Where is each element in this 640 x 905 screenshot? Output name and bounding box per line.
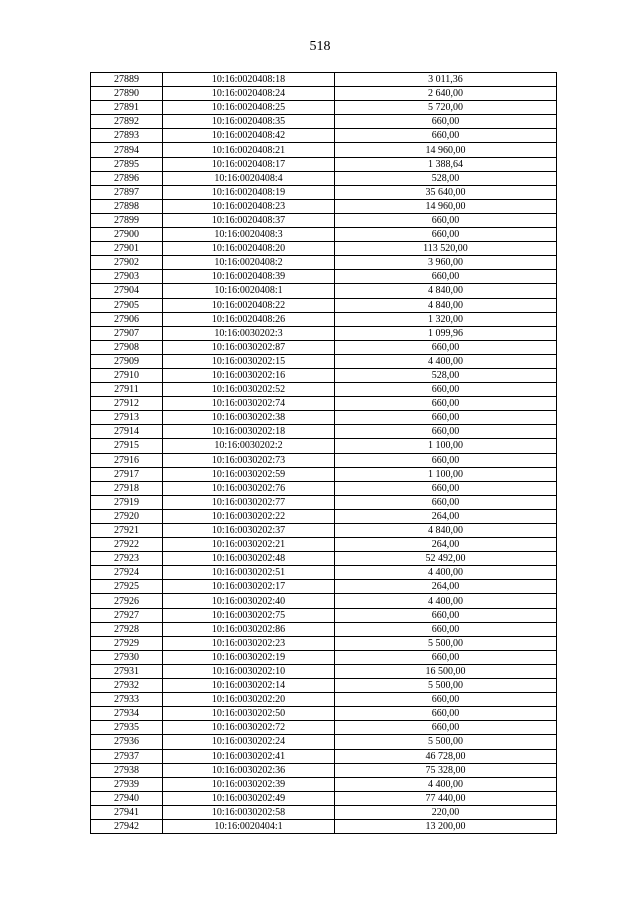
amount-cell: 264,00 [335,538,557,552]
amount-cell: 660,00 [335,383,557,397]
amount-cell: 16 500,00 [335,664,557,678]
cadastral-number-cell: 10:16:0030202:18 [163,425,335,439]
amount-cell: 660,00 [335,495,557,509]
row-number-cell: 27897 [91,185,163,199]
table-row [91,270,557,284]
cadastral-number-cell: 10:16:0030202:24 [163,735,335,749]
cadastral-number-cell: 10:16:0030202:19 [163,650,335,664]
table-row [91,538,557,552]
amount-cell: 1 100,00 [335,467,557,481]
amount-cell: 660,00 [335,270,557,284]
table-row [91,242,557,256]
amount-cell: 660,00 [335,721,557,735]
row-number-cell: 27917 [91,467,163,481]
cadastral-number-cell: 10:16:0020408:20 [163,242,335,256]
amount-cell: 52 492,00 [335,552,557,566]
cadastral-number-cell: 10:16:0030202:48 [163,552,335,566]
cadastral-number-cell: 10:16:0030202:23 [163,636,335,650]
cadastral-number-cell: 10:16:0020408:26 [163,312,335,326]
table-row [91,354,557,368]
amount-cell: 660,00 [335,707,557,721]
table-row [91,749,557,763]
cadastral-number-cell: 10:16:0030202:51 [163,566,335,580]
amount-cell: 660,00 [335,213,557,227]
table-row [91,791,557,805]
row-number-cell: 27937 [91,749,163,763]
table-row [91,101,557,115]
table-row [91,157,557,171]
row-number-cell: 27914 [91,425,163,439]
table-row [91,580,557,594]
row-number-cell: 27933 [91,693,163,707]
cadastral-number-cell: 10:16:0020408:35 [163,115,335,129]
row-number-cell: 27931 [91,664,163,678]
cadastral-number-cell: 10:16:0030202:77 [163,495,335,509]
cadastral-number-cell: 10:16:0020408:18 [163,73,335,87]
cadastral-number-cell: 10:16:0030202:74 [163,397,335,411]
amount-cell: 528,00 [335,368,557,382]
row-number-cell: 27896 [91,171,163,185]
row-number-cell: 27909 [91,354,163,368]
row-number-cell: 27921 [91,524,163,538]
amount-cell: 264,00 [335,580,557,594]
table-row [91,481,557,495]
row-number-cell: 27898 [91,199,163,213]
cadastral-number-cell: 10:16:0020408:23 [163,199,335,213]
row-number-cell: 27889 [91,73,163,87]
amount-cell: 5 500,00 [335,636,557,650]
amount-cell: 660,00 [335,650,557,664]
table-row [91,213,557,227]
table-row [91,439,557,453]
table-row [91,228,557,242]
amount-cell: 75 328,00 [335,763,557,777]
amount-cell: 5 500,00 [335,679,557,693]
row-number-cell: 27942 [91,819,163,833]
table-row [91,679,557,693]
amount-cell: 13 200,00 [335,819,557,833]
amount-cell: 660,00 [335,693,557,707]
row-number-cell: 27919 [91,495,163,509]
amount-cell: 2 640,00 [335,87,557,101]
amount-cell: 3 960,00 [335,256,557,270]
table-row [91,467,557,481]
cadastral-number-cell: 10:16:0030202:39 [163,777,335,791]
cadastral-number-cell: 10:16:0030202:49 [163,791,335,805]
amount-cell: 660,00 [335,481,557,495]
table-row [91,171,557,185]
row-number-cell: 27901 [91,242,163,256]
cadastral-number-cell: 10:16:0030202:17 [163,580,335,594]
table-row [91,763,557,777]
amount-cell: 528,00 [335,171,557,185]
row-number-cell: 27900 [91,228,163,242]
row-number-cell: 27934 [91,707,163,721]
table-row [91,73,557,87]
table-row [91,185,557,199]
amount-cell: 220,00 [335,805,557,819]
amount-cell: 5 500,00 [335,735,557,749]
cadastral-number-cell: 10:16:0030202:21 [163,538,335,552]
amount-cell: 113 520,00 [335,242,557,256]
row-number-cell: 27923 [91,552,163,566]
table-row [91,819,557,833]
table-row [91,411,557,425]
row-number-cell: 27903 [91,270,163,284]
row-number-cell: 27930 [91,650,163,664]
amount-cell: 660,00 [335,425,557,439]
amount-cell: 660,00 [335,228,557,242]
row-number-cell: 27902 [91,256,163,270]
cadastral-number-cell: 10:16:0020408:22 [163,298,335,312]
amount-cell: 660,00 [335,397,557,411]
row-number-cell: 27926 [91,594,163,608]
amount-cell: 660,00 [335,608,557,622]
table-row [91,397,557,411]
amount-cell: 1 320,00 [335,312,557,326]
amount-cell: 5 720,00 [335,101,557,115]
table-row [91,707,557,721]
cadastral-number-cell: 10:16:0030202:87 [163,340,335,354]
cadastral-number-cell: 10:16:0030202:36 [163,763,335,777]
row-number-cell: 27941 [91,805,163,819]
table-row [91,256,557,270]
amount-cell: 1 099,96 [335,326,557,340]
cadastral-number-cell: 10:16:0020408:21 [163,143,335,157]
amount-cell: 660,00 [335,115,557,129]
row-number-cell: 27918 [91,481,163,495]
table-row [91,693,557,707]
row-number-cell: 27922 [91,538,163,552]
row-number-cell: 27911 [91,383,163,397]
row-number-cell: 27905 [91,298,163,312]
cadastral-number-cell: 10:16:0020408:19 [163,185,335,199]
cadastral-number-cell: 10:16:0020408:25 [163,101,335,115]
amount-cell: 77 440,00 [335,791,557,805]
row-number-cell: 27908 [91,340,163,354]
cadastral-number-cell: 10:16:0020408:3 [163,228,335,242]
row-number-cell: 27920 [91,509,163,523]
table-row [91,495,557,509]
amount-cell: 4 400,00 [335,777,557,791]
row-number-cell: 27906 [91,312,163,326]
registry-table [90,72,557,834]
cadastral-number-cell: 10:16:0020408:1 [163,284,335,298]
row-number-cell: 27904 [91,284,163,298]
table-row [91,509,557,523]
row-number-cell: 27935 [91,721,163,735]
cadastral-number-cell: 10:16:0030202:75 [163,608,335,622]
table-row [91,524,557,538]
cadastral-number-cell: 10:16:0030202:37 [163,524,335,538]
row-number-cell: 27894 [91,143,163,157]
table-row [91,552,557,566]
cadastral-number-cell: 10:16:0020408:37 [163,213,335,227]
amount-cell: 4 400,00 [335,566,557,580]
row-number-cell: 27899 [91,213,163,227]
cadastral-number-cell: 10:16:0020408:17 [163,157,335,171]
table-row [91,368,557,382]
table-row [91,199,557,213]
cadastral-number-cell: 10:16:0020408:42 [163,129,335,143]
cadastral-number-cell: 10:16:0020408:24 [163,87,335,101]
amount-cell: 46 728,00 [335,749,557,763]
table-row [91,664,557,678]
cadastral-number-cell: 10:16:0030202:41 [163,749,335,763]
table-row [91,735,557,749]
cadastral-number-cell: 10:16:0030202:58 [163,805,335,819]
page-number: 518 [309,39,331,54]
row-number-cell: 27929 [91,636,163,650]
table-row [91,326,557,340]
amount-cell: 660,00 [335,622,557,636]
cadastral-number-cell: 10:16:0030202:38 [163,411,335,425]
cadastral-number-cell: 10:16:0030202:52 [163,383,335,397]
cadastral-number-cell: 10:16:0020404:1 [163,819,335,833]
table-row [91,284,557,298]
amount-cell: 660,00 [335,411,557,425]
table-row [91,312,557,326]
table-row [91,453,557,467]
cadastral-number-cell: 10:16:0030202:59 [163,467,335,481]
cadastral-number-cell: 10:16:0030202:86 [163,622,335,636]
table-row [91,129,557,143]
cadastral-number-cell: 10:16:0030202:22 [163,509,335,523]
row-number-cell: 27927 [91,608,163,622]
cadastral-number-cell: 10:16:0030202:10 [163,664,335,678]
row-number-cell: 27916 [91,453,163,467]
table-row [91,622,557,636]
cadastral-number-cell: 10:16:0030202:2 [163,439,335,453]
table-row [91,721,557,735]
row-number-cell: 27936 [91,735,163,749]
amount-cell: 14 960,00 [335,199,557,213]
table-row [91,425,557,439]
amount-cell: 264,00 [335,509,557,523]
row-number-cell: 27925 [91,580,163,594]
cadastral-number-cell: 10:16:0030202:40 [163,594,335,608]
amount-cell: 14 960,00 [335,143,557,157]
cadastral-number-cell: 10:16:0030202:14 [163,679,335,693]
amount-cell: 660,00 [335,129,557,143]
row-number-cell: 27924 [91,566,163,580]
row-number-cell: 27915 [91,439,163,453]
cadastral-number-cell: 10:16:0030202:73 [163,453,335,467]
amount-cell: 1 100,00 [335,439,557,453]
table-row [91,805,557,819]
row-number-cell: 27892 [91,115,163,129]
cadastral-number-cell: 10:16:0030202:76 [163,481,335,495]
table-row [91,608,557,622]
registry-table-body [91,73,557,834]
cadastral-number-cell: 10:16:0030202:20 [163,693,335,707]
row-number-cell: 27938 [91,763,163,777]
cadastral-number-cell: 10:16:0020408:2 [163,256,335,270]
cadastral-number-cell: 10:16:0030202:15 [163,354,335,368]
row-number-cell: 27891 [91,101,163,115]
table-row [91,383,557,397]
amount-cell: 35 640,00 [335,185,557,199]
amount-cell: 4 840,00 [335,524,557,538]
row-number-cell: 27928 [91,622,163,636]
row-number-cell: 27940 [91,791,163,805]
cadastral-number-cell: 10:16:0030202:50 [163,707,335,721]
table-row [91,340,557,354]
table-row [91,594,557,608]
amount-cell: 660,00 [335,340,557,354]
amount-cell: 660,00 [335,453,557,467]
cadastral-number-cell: 10:16:0020408:4 [163,171,335,185]
row-number-cell: 27939 [91,777,163,791]
row-number-cell: 27913 [91,411,163,425]
amount-cell: 4 840,00 [335,298,557,312]
amount-cell: 4 400,00 [335,594,557,608]
row-number-cell: 27912 [91,397,163,411]
table-row [91,636,557,650]
row-number-cell: 27890 [91,87,163,101]
row-number-cell: 27932 [91,679,163,693]
cadastral-number-cell: 10:16:0030202:3 [163,326,335,340]
row-number-cell: 27893 [91,129,163,143]
table-row [91,777,557,791]
cadastral-number-cell: 10:16:0030202:72 [163,721,335,735]
row-number-cell: 27895 [91,157,163,171]
table-row [91,650,557,664]
table-row [91,115,557,129]
amount-cell: 4 840,00 [335,284,557,298]
cadastral-number-cell: 10:16:0020408:39 [163,270,335,284]
cadastral-number-cell: 10:16:0030202:16 [163,368,335,382]
amount-cell: 4 400,00 [335,354,557,368]
amount-cell: 3 011,36 [335,73,557,87]
table-row [91,566,557,580]
table-row [91,143,557,157]
row-number-cell: 27907 [91,326,163,340]
table-row [91,87,557,101]
table-row [91,298,557,312]
amount-cell: 1 388,64 [335,157,557,171]
row-number-cell: 27910 [91,368,163,382]
